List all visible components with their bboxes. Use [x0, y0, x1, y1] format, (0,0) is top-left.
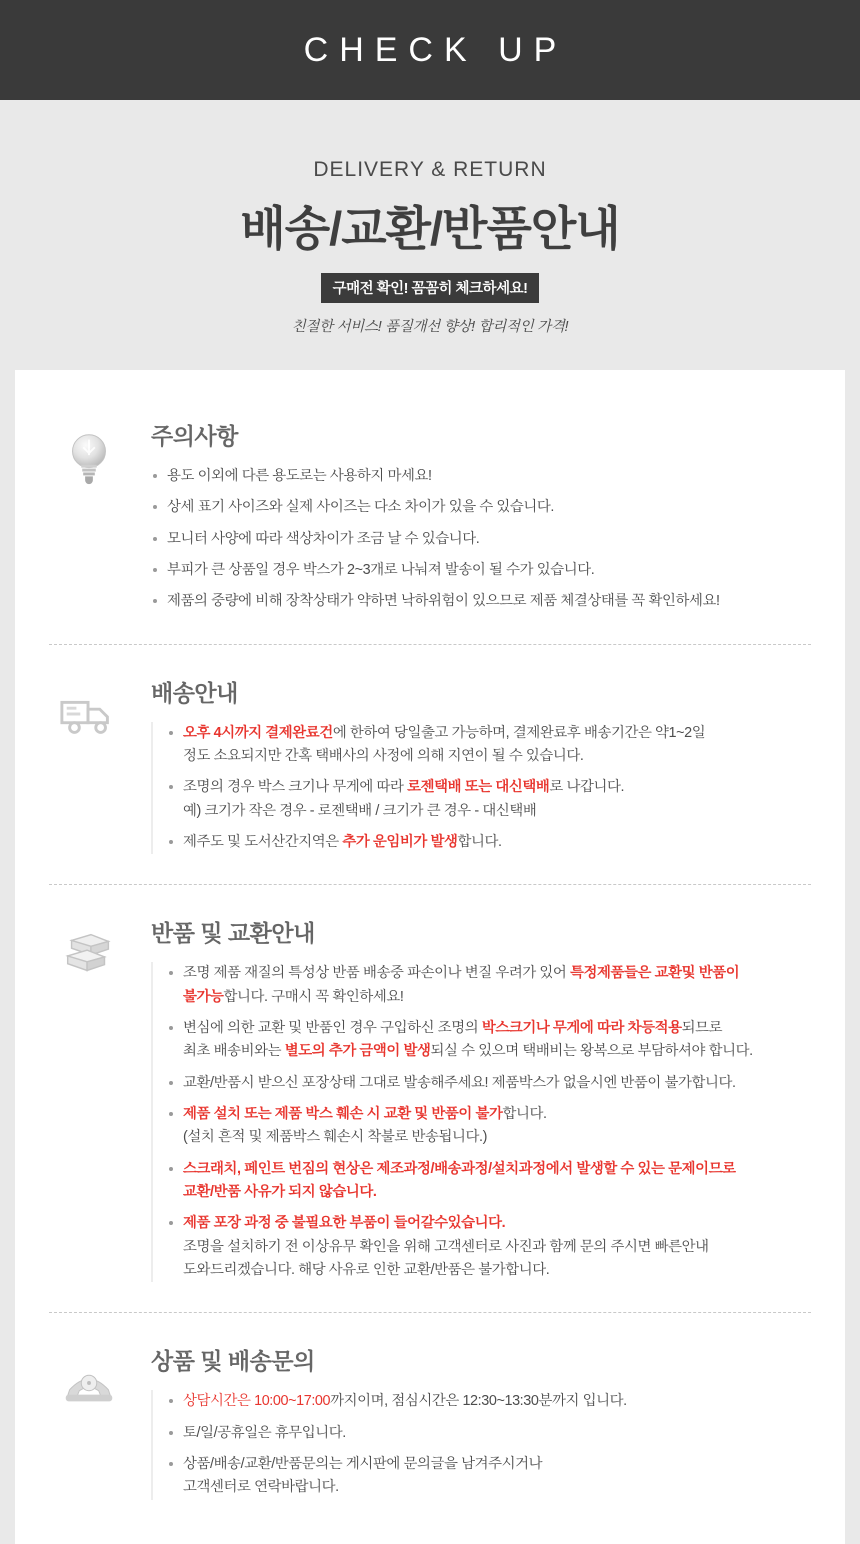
page-title: CHECK UP — [303, 30, 568, 69]
list-item-text: 상담시간은 10:00~17:00 — [183, 1393, 331, 1410]
list-item-text: 도와드리겠습니다. 해당 사유로 인한 교환/반품은 불가합니다. — [183, 1261, 550, 1278]
list-item-text: 제품 포장 과정 중 불필요한 부품이 들어갈수있습니다. — [183, 1215, 506, 1232]
list-item-text: 박스크기나 무게에 따라 차등적용 — [481, 1019, 682, 1036]
list-item-text: 추가 운임비가 발생 — [342, 833, 458, 850]
list-item — [153, 528, 811, 551]
truck-icon — [41, 675, 137, 863]
page-header — [0, 0, 860, 100]
divider — [49, 1312, 811, 1313]
list-item — [169, 962, 811, 1009]
section-title-inquiry: 상품 및 배송문의 — [151, 1348, 315, 1375]
list-item-text: 제주도 및 도서산간지역은 — [183, 833, 343, 850]
list-item — [169, 1103, 811, 1150]
list-item-text: 로 나갑니다. — [549, 779, 625, 796]
delivery-list — [151, 722, 811, 855]
intro-korean-title: 배송/교환/반품안내 — [240, 202, 620, 255]
intro-block — [0, 100, 860, 336]
list-item-text: 교환/반품시 받으신 포장상태 그대로 발송해주세요! 제품박스가 없을시엔 반품이 불가합니다. — [183, 1074, 736, 1091]
telephone-icon — [41, 1343, 137, 1507]
list-item-text: 로젠택배 또는 대신택배 — [407, 779, 550, 796]
info-card — [15, 370, 845, 1544]
list-item-text: 정도 소요되지만 간혹 택배사의 사정에 의해 지연이 될 수 있습니다. — [183, 747, 584, 764]
intro-subtitle: 친절한 서비스! 품질개선 향상! 합리적인 가격! — [291, 319, 569, 335]
list-item — [169, 1453, 811, 1500]
list-item — [169, 1390, 811, 1413]
list-item — [169, 1158, 811, 1205]
section-title-delivery: 배송안내 — [151, 679, 238, 706]
list-item-text: 조명의 경우 박스 크기나 무게에 따라 — [183, 779, 408, 796]
list-item — [153, 496, 811, 519]
list-item-text: 상세 표기 사이즈와 실제 사이즈는 다소 차이가 있을 수 있습니다. — [167, 499, 555, 516]
lightbulb-icon — [41, 418, 137, 622]
section-inquiry — [15, 1325, 845, 1517]
list-item — [153, 465, 811, 488]
divider — [49, 884, 811, 885]
section-delivery — [15, 657, 845, 873]
list-item-text: 용도 이외에 다른 용도로는 사용하지 마세요! — [167, 468, 432, 484]
list-item — [169, 722, 811, 769]
section-title-caution: 주의사항 — [151, 423, 238, 449]
list-item-text: 에 한하여 당일출고 가능하며, 결제완료후 배송기간은 약1~2일 — [332, 724, 706, 741]
list-item-text: 합니다. 구매시 꼭 확인하세요! — [223, 988, 404, 1005]
list-item — [169, 1072, 811, 1095]
section-body — [137, 1343, 811, 1507]
list-item — [153, 559, 811, 582]
list-item — [169, 1422, 811, 1445]
list-item-text: 부피가 큰 상품일 경우 박스가 2~3개로 나눠져 발송이 될 수가 있습니다. — [167, 561, 595, 578]
list-item — [169, 831, 811, 854]
intro-english-title: DELIVERY & RETURN — [313, 158, 547, 181]
list-item-text: 합니다. — [502, 1105, 547, 1122]
list-item — [153, 590, 811, 613]
intro-badge: 구매전 확인! 꼼꼼히 체크하세요! — [321, 273, 540, 303]
list-item-text: 제품의 중량에 비해 장착상태가 약하면 낙하위험이 있으므로 제품 체결상태를 꼭 확인하세요! — [167, 593, 720, 610]
boxes-icon — [41, 915, 137, 1290]
return-exchange-list — [151, 962, 811, 1282]
list-item-text: 까지이며, 점심시간은 12:30~13:30분까지 입니다. — [330, 1393, 627, 1410]
list-item-text: 고객센터로 연락바랍니다. — [183, 1479, 339, 1496]
list-item-text: 조명 제품 재질의 특성상 반품 배송중 파손이나 변질 우려가 있어 — [183, 965, 571, 982]
section-return-exchange — [15, 897, 845, 1300]
list-item-text: 오후 4시까지 결제완료건 — [183, 724, 333, 741]
list-item-text: 교환/반품 사유가 되지 않습니다. — [183, 1183, 377, 1200]
section-title-return-exchange: 반품 및 교환안내 — [151, 920, 315, 947]
list-item-text: (설치 흔적 및 제품박스 훼손시 착불로 반송됩니다.) — [183, 1129, 488, 1146]
caution-list — [151, 465, 811, 614]
list-item-text: 되므로 — [681, 1019, 723, 1036]
list-item-text: 제품 설치 또는 제품 박스 훼손 시 교환 및 반품이 불가 — [183, 1105, 503, 1122]
section-body — [137, 418, 811, 622]
list-item — [169, 1212, 811, 1282]
list-item-text: 합니다. — [457, 833, 502, 850]
list-item-text: 조명을 설치하기 전 이상유무 확인을 위해 고객센터로 사진과 함께 문의 주시면 빠른안내 — [183, 1238, 709, 1255]
list-item-text: 변심에 의한 교환 및 반품인 경우 구입하신 조명의 — [183, 1019, 482, 1036]
list-item-text: 토/일/공휴일은 휴무입니다. — [183, 1424, 346, 1441]
section-caution — [15, 400, 845, 632]
section-body — [137, 675, 811, 863]
list-item-text: 불가능 — [183, 988, 224, 1005]
list-item-text: 모니터 사양에 따라 색상차이가 조금 날 수 있습니다. — [167, 530, 480, 547]
list-item-text: 되실 수 있으며 택배비는 왕복으로 부담하셔야 합니다. — [430, 1043, 753, 1060]
list-item-text: 스크래치, 페인트 번짐의 현상은 제조과정/배송과정/설치과정에서 발생할 수 있는 문제이므로 — [183, 1160, 736, 1177]
list-item-text: 별도의 추가 금액이 발생 — [284, 1043, 431, 1060]
inquiry-list — [151, 1390, 811, 1499]
list-item — [169, 1017, 811, 1064]
divider — [49, 644, 811, 645]
list-item-text: 특정제품들은 교환및 반품이 — [570, 965, 740, 982]
list-item-text: 예) 크기가 작은 경우 - 로젠택배 / 크기가 큰 경우 - 대신택배 — [183, 802, 537, 819]
list-item — [169, 776, 811, 823]
list-item-text: 상품/배송/교환/반품문의는 게시판에 문의글을 남겨주시거나 — [183, 1455, 543, 1472]
list-item-text: 최초 배송비와는 — [183, 1043, 285, 1060]
section-body — [137, 915, 811, 1290]
